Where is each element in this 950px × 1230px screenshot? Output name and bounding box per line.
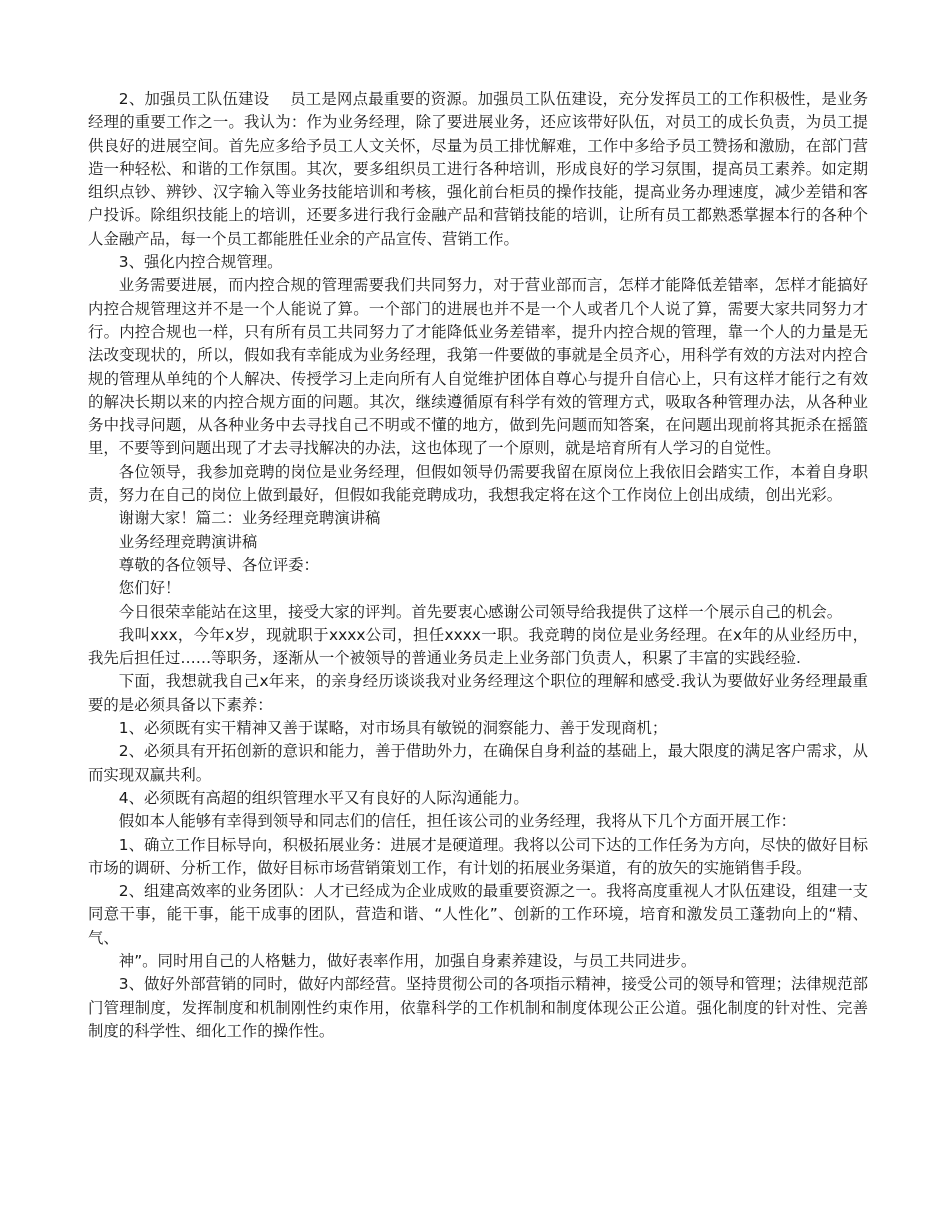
paragraph-closing: 各位领导，我参加竞聘的岗位是业务经理，但假如领导仍需要我留在原岗位上我依旧会踏实工作，本着自身职责，努力在自己的岗位上做到最好，但假如我能竞聘成功，我想我定将在这个工作岗位上创出成绩，创出光彩。 [88, 462, 868, 505]
quality-item-1: 1、必须既有实干精神又善于谋略，对市场具有敏锐的洞察能力、善于发现商机； [118, 719, 668, 738]
greeting: 您们好！ [118, 579, 181, 598]
paragraph-qualities-intro: 下面，我想就我自己x年来，的亲身经历谈谈我对业务经理这个职位的理解和感受.我认为要做好业务经理最重要的是必须具备以下素养： [88, 672, 868, 714]
salutation: 尊敬的各位领导、各位评委： [118, 555, 319, 574]
paragraph-internal-control: 业务需要进展，而内控合规的管理需要我们共同努力，对于营业部而言，怎样才能降低差错率，怎样才能搞好内控合规管理这并不是一个人能说了算。一个部门的进展也并不是一个人或者几个人说了算，需要大家共同努力才行。内控合规也一样，只有所有员工共同努力了才能降低业务差错率，提升内控合规的管理，靠一个人的力量是无法改变现状的，所以，假如我有幸能成为业务经理，我第一件要做的事就是全员齐心，用科学有效的方法对内控合规的管理从单纯的个人解决、传授学习上走向所有人自觉维护团体自尊心与提升自信心上，只有这样才能行之有效的解决长期以来的内控合规方面的问题。其次，继续遵循原有科学有效的管理方式，吸取各种管理办法，从各种业务中找寻问题，从各种业务中去寻找自己不明或不懂的地方，做到先问题而知答案，在问题出现前将其扼杀在摇篮里，不要等到问题出现了才去寻找解决的办法，这也体现了一个原则，就是培育所有人学习的自觉性。 [88, 276, 868, 458]
paragraph-plan-intro: 假如本人能够有幸得到领导和同志们的信任，担任该公司的业务经理，我将从下几个方面开展工作： [118, 812, 796, 831]
paragraph-opening: 今日很荣幸能站在这里，接受大家的评判。首先要衷心感谢公司领导给我提供了这样一个展示自己的机会。 [118, 602, 843, 621]
document-page [88, 88, 868, 1043]
plan-item-2: 2、组建高效率的业务团队：人才已经成为企业成败的最重要资源之一。我将高度重视人才队伍建设，组建一支同意干事，能干事，能干成事的团队，营造和谐、“人性化”、创新的工作环境，培育和激发员工蓬勃向上的“精、气、 [88, 882, 868, 947]
plan-item-1: 1、确立工作目标导向，积极拓展业务：进展才是硬道理。我将以公司下达的工作任务为方向，尽快的做好目标市场的调研、分析工作，做好目标市场营销策划工作，有计划的拓展业务渠道，有的放矢的实施销售手段。 [88, 835, 868, 877]
plan-item-2-continued: 神”。同时用自己的人格魅力，做好表率作用，加强自身素养建设，与员工共同进步。 [118, 951, 697, 970]
quality-item-4: 4、必须既有高超的组织管理水平又有良好的人际沟通能力。 [118, 788, 529, 807]
plan-item-3: 3、做好外部营销的同时，做好内部经营。坚持贯彻公司的各项指示精神，接受公司的领导和管理；法律规范部门管理制度，发挥制度和机制刚性约束作用，依靠科学的工作机制和制度体现公正公道。强化制度的针对性、完善制度的科学性、细化工作的操作性。 [88, 975, 868, 1040]
line-thanks-and-title: 谢谢大家！篇二：业务经理竞聘演讲稿 [118, 509, 381, 528]
quality-item-2: 2、必须具有开拓创新的意识和能力，善于借助外力，在确保自身利益的基础上，最大限度的满足客户需求，从而实现双赢共利。 [88, 742, 868, 784]
heading-internal-control: 3、强化内控合规管理。 [118, 253, 283, 272]
speech-title: 业务经理竞聘演讲稿 [118, 532, 258, 551]
paragraph-self-intro: 我叫xxx，今年x岁，现就职于xxxx公司，担任xxxx一职。我竞聘的岗位是业务经理。在x年的从业经历中，我先后担任过……等职务，逐渐从一个被领导的普通业务员走上业务部门负责人，积累了丰富的实践经验. [88, 625, 868, 668]
paragraph-team-building: 2、加强员工队伍建设 员工是网点最重要的资源。加强员工队伍建设，充分发挥员工的工作积极性，是业务经理的重要工作之一。我认为：作为业务经理，除了要进展业务，还应该带好队伍，对员工的成长负责，为员工提供良好的进展空间。首先应多给予员工人文关怀，尽量为员工排忧解难，工作中多给予员工赞扬和激励，在部门营造一种轻松、和谐的工作氛围。其次，要多组织员工进行各种培训，形成良好的学习氛围，提高员工素养。如定期组织点钞、辨钞、汉字输入等业务技能培训和考核，强化前台柜员的操作技能，提高业务办理速度，减少差错和客户投诉。除组织技能上的培训，还要多进行我行金融产品和营销技能的培训，让所有员工都熟悉掌握本行的各种个人金融产品，每一个员工都能胜任业余的产品宣传、营销工作。 [88, 90, 868, 248]
